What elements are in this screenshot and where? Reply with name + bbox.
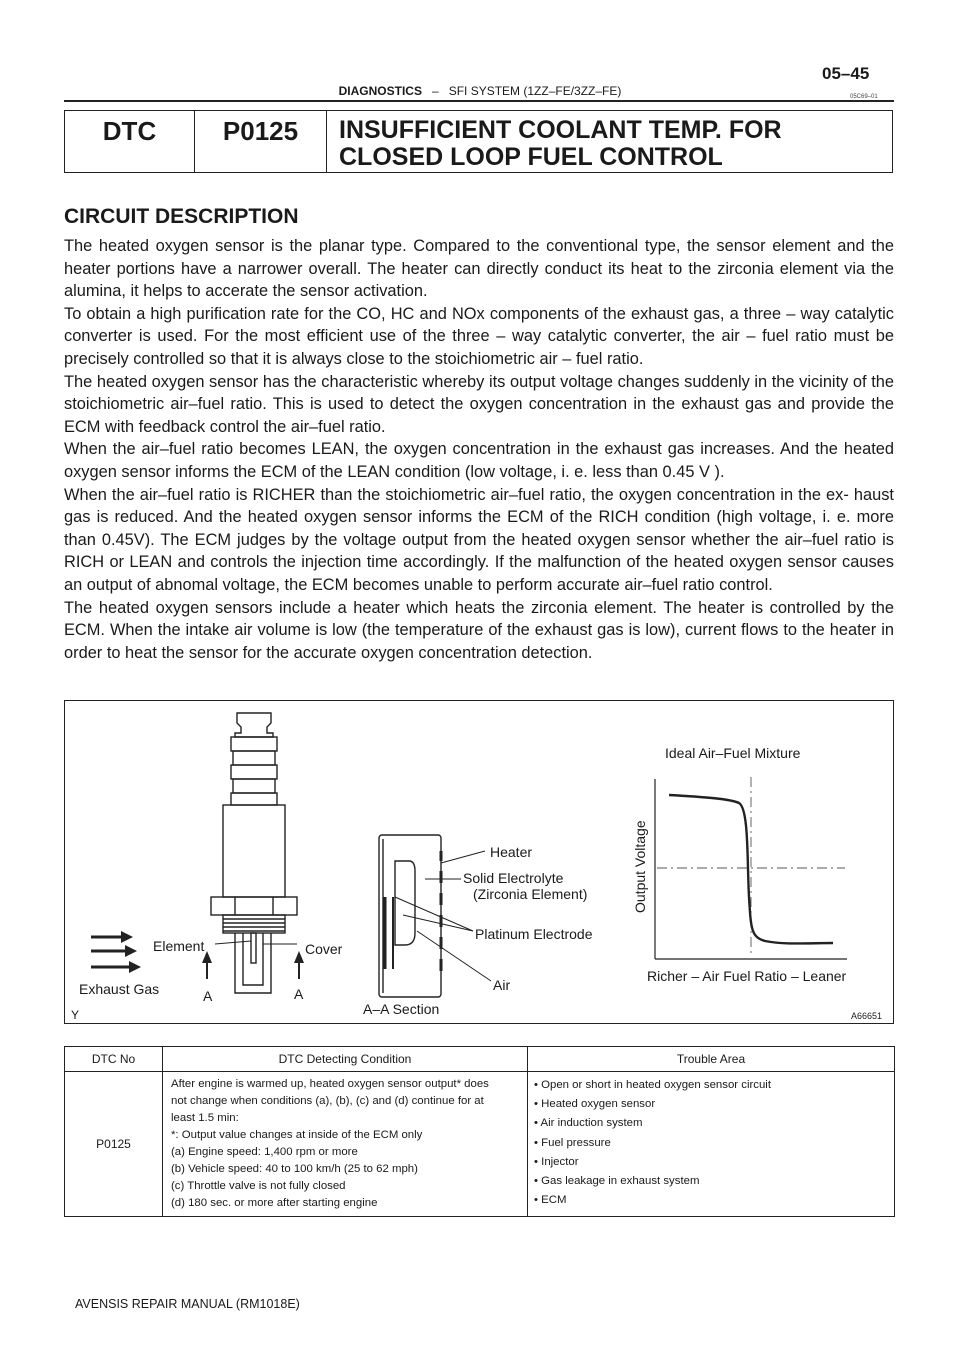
label-exhaust-gas: Exhaust Gas [79,981,160,997]
cell-trouble-area [528,1072,895,1217]
dtc-title [339,111,889,172]
dtc-title-line2: CLOSED LOOP FUEL CONTROL [339,143,723,171]
label-ratio-axis: Richer – Air Fuel Ratio – Leaner [647,968,847,984]
label-element: Element [153,938,205,954]
trouble-area-item: • Air induction system [534,1117,643,1130]
col-dtc-no: DTC No [65,1047,163,1072]
footer-manual-title: AVENSIS REPAIR MANUAL (RM1018E) [75,1297,300,1311]
paragraph: When the air–fuel ratio becomes LEAN, the oxygen concentration in the exhaust gas increases. And the heated oxygen sensor informs the ECM of the LEAN condition (low voltage, i. e. less than 0.45 V ). [64,440,894,481]
label-zirconia-element: (Zirconia Element) [473,886,588,902]
header-rule [64,100,894,102]
label-heater: Heater [490,844,533,860]
trouble-area-item: • Fuel pressure [534,1136,611,1149]
label-ideal-mixture: Ideal Air–Fuel Mixture [665,745,801,761]
trouble-area-item: • Injector [534,1155,579,1168]
dtc-table [64,1046,895,1217]
paragraph: The heated oxygen sensors include a heater which heats the zirconia element. The heater is controlled by the ECM. When the intake air volume is low (the temperature of the exhaust gas is low), current flows to the heater in order to heat the sensor for the accurate oxygen concentration detection. [64,598,894,662]
paragraph: The heated oxygen sensor is the planar type. Compared to the conventional type, the sensor element and the heater portions have a narrower overall. The heater can directly conduct its heat to the zirconia element via the alumina, it helps to accerate the sensor activation. [64,237,894,301]
circuit-description-body [64,235,894,664]
trouble-area-item: • Open or short in heated oxygen sensor circuit [534,1079,771,1091]
condition-line: (c) Throttle valve is not fully closed [171,1180,346,1192]
label-solid-electrolyte: Solid Electrolyte [463,870,564,886]
circuit-description-heading: CIRCUIT DESCRIPTION [64,205,299,228]
dtc-label: DTC [65,111,195,172]
table-row [65,1072,895,1217]
header-section: DIAGNOSTICS [338,84,422,98]
dtc-title-line1: INSUFFICIENT COOLANT TEMP. FOR [339,116,782,144]
condition-line: After engine is warmed up, heated oxygen sensor output* does [171,1078,489,1090]
condition-line: (b) Vehicle speed: 40 to 100 km/h (25 to 62 mph) [171,1163,418,1175]
dtc-title-box [64,110,893,173]
paragraph: When the air–fuel ratio is RICHER than the stoichiometric air–fuel ratio, the oxygen concentration in the ex- haust gas is reduced. And the heated oxygen sensor informs the ECM of the RICH condition (high voltage, i. e. more than 0.45V). The ECM judges by the voltage output from the heated oxygen sensor whether the air–fuel ratio is RICH or LEAN and controls the injection time accordingly. If the malfunction of the heated oxygen sensor causes an output of abnomal voltage, the ECM becomes unable to perform accurate air–fuel ratio control. [64,485,894,594]
condition-line: *: Output value changes at inside of the ECM only [171,1129,423,1141]
sensor-diagram [65,701,895,1025]
col-detecting-condition: DTC Detecting Condition [163,1047,528,1072]
condition-line: not change when conditions (a), (b), (c) and (d) continue for at [171,1095,484,1107]
paragraph: The heated oxygen sensor has the characteristic whereby its output voltage changes suddenly in the vicinity of the stoichiometric air–fuel ratio. This is used to detect the oxygen concentration in the exhaust gas and provide the ECM with feedback control the air–fuel ratio. [64,372,894,436]
doc-code: 05C69–01 [850,94,878,100]
label-output-voltage: Output Voltage [632,820,648,913]
label-platinum-electrode: Platinum Electrode [475,926,593,942]
running-header [0,84,960,98]
header-separator: – [431,84,439,98]
trouble-area-item: • Gas leakage in exhaust system [534,1175,700,1188]
label-section-title: A–A Section [363,1001,440,1017]
label-figure-id: A66651 [851,1011,883,1021]
label-air: Air [493,977,511,993]
label-section-a1: A [203,988,213,1004]
paragraph: To obtain a high purification rate for the CO, HC and NOx components of the exhaust gas, a three – way catalytic converter is used. For the most efficient use of the three – way catalytic converter, the air – fuel ratio must be precisely controlled so that it is always close to the stoichiometric air – fuel ratio. [64,304,894,368]
trouble-area-item: • Heated oxygen sensor [534,1098,656,1111]
label-cover: Cover [305,941,343,957]
label-section-a2: A [294,986,304,1002]
header-subsection: SFI SYSTEM (1ZZ–FE/3ZZ–FE) [448,84,622,98]
col-trouble-area: Trouble Area [528,1047,895,1072]
cell-dtc-no: P0125 [65,1072,163,1217]
table-header-row [65,1047,895,1072]
condition-line: (a) Engine speed: 1,400 rpm or more [171,1146,358,1158]
page-number: 05–45 [822,64,870,83]
label-corner-mark: Y [71,1008,80,1022]
condition-line: least 1.5 min: [171,1112,239,1124]
condition-line: (d) 180 sec. or more after starting engine [171,1197,378,1209]
trouble-area-item: • ECM [534,1194,567,1207]
cell-detecting-condition [163,1072,528,1217]
sensor-figure [64,700,894,1024]
dtc-code: P0125 [195,111,327,172]
